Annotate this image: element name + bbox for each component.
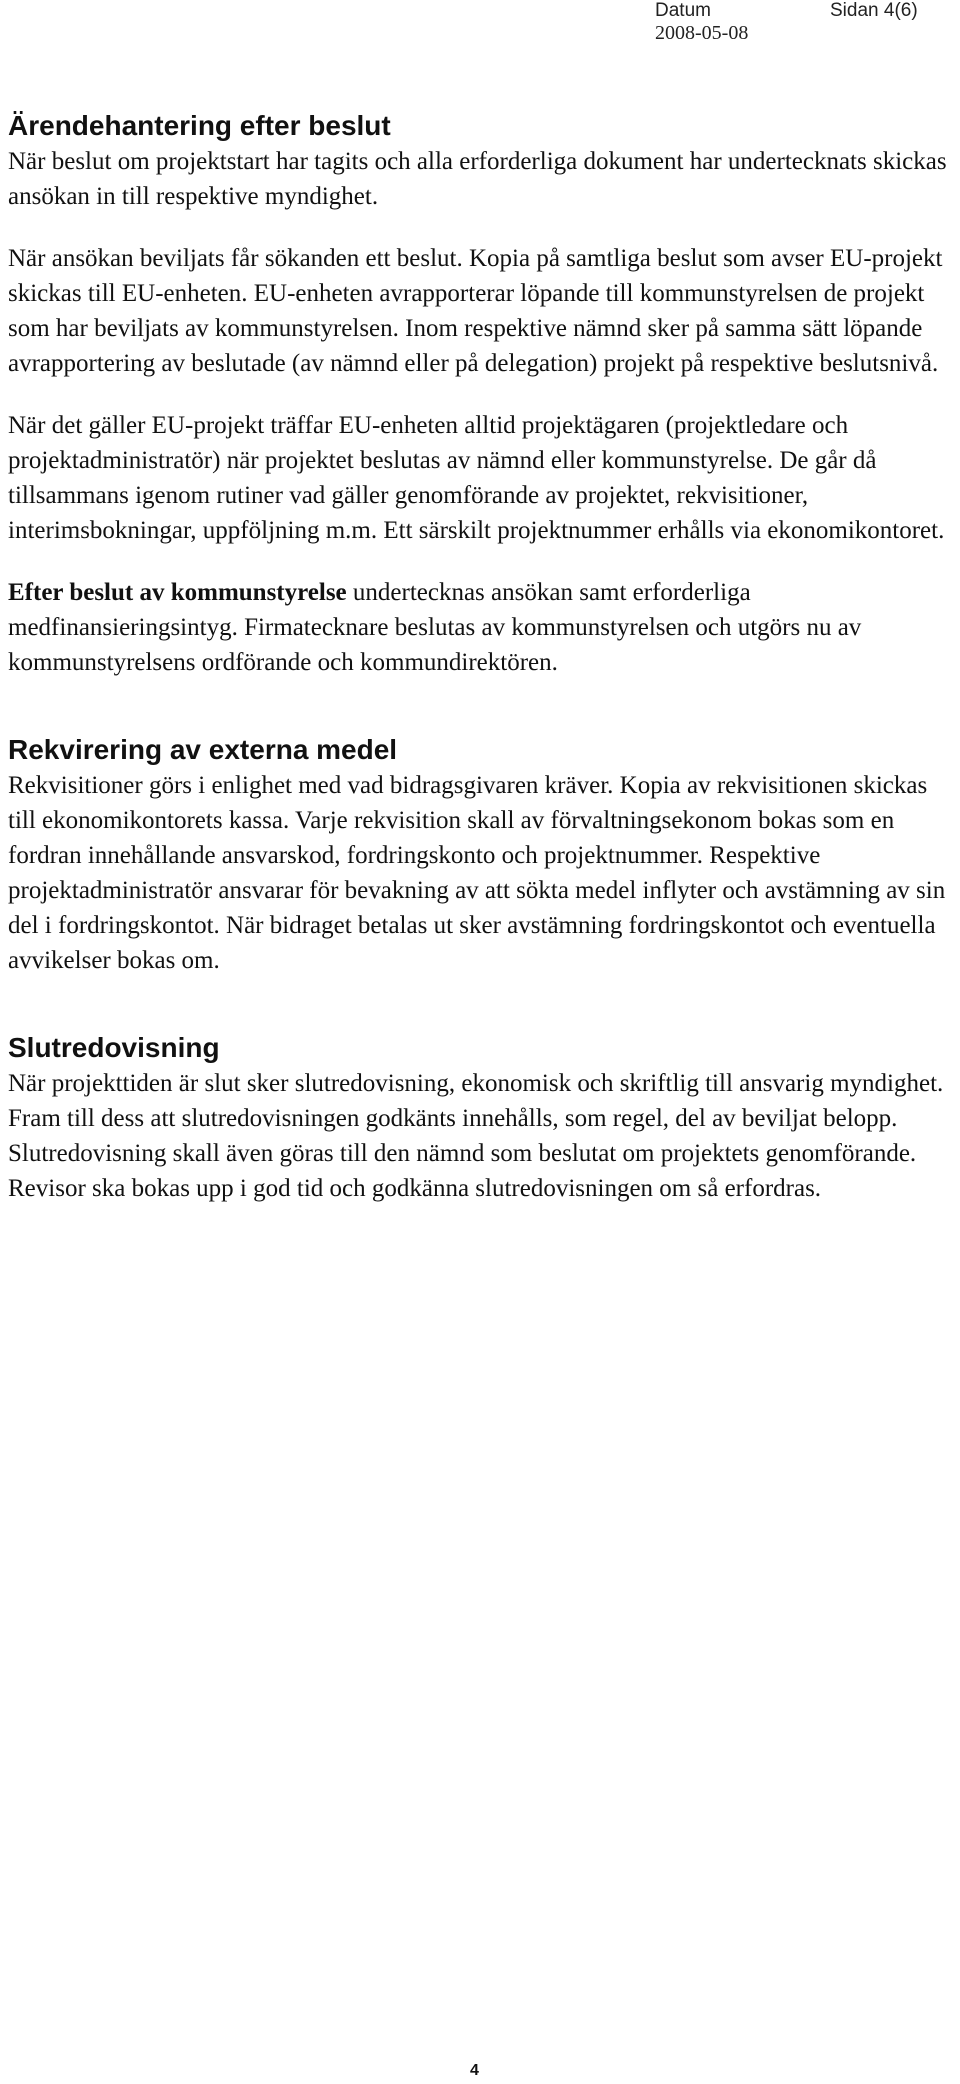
header-date-value: 2008-05-08 (655, 22, 749, 44)
bold-phrase: Efter beslut av kommunstyrelse (8, 579, 347, 606)
paragraph: När det gäller EU-projekt träffar EU-enheten alltid projektägaren (projektledare och projektadministratör) när projektet beslutas av nämnd eller kommunstyrelse. De går då tillsammans igenom rutiner vad gäller genomförande av projektet, rekvisitioner, interimsbokningar, uppföljning m.m. Ett särskilt projektnummer erhålls via ekonomikontoret. (8, 412, 945, 544)
document-body (8, 108, 952, 1206)
paragraph-text: undertecknas ansökan samt erforderliga medfinansieringsintyg. Firmatecknare beslutas av kommunstyrelsen och utgörs nu av kommunstyrelsens ordförande och kommundirektören. (8, 579, 862, 676)
paragraph: När beslut om projektstart har tagits och alla erforderliga dokument har undertecknats skickas ansökan in till respektive myndighet. (8, 148, 947, 210)
section-heading: Ärendehantering efter beslut (8, 110, 391, 141)
paragraph: När projekttiden är slut sker slutredovisning, ekonomisk och skriftlig till ansvarig myndighet. Fram till dess att slutredovisningen godkänts innehålls, som regel, del av beviljat belopp. Slutredovisning skall även göras till den nämnd som beslutat om projektets genomförande. Revisor ska bokas upp i god tid och godkänna slutredovisningen om så erfordras. (8, 1070, 944, 1202)
section-arendehantering (8, 108, 952, 680)
header-date-label: Datum (655, 0, 711, 21)
section-heading: Slutredovisning (8, 1032, 220, 1063)
footer-page-number: 4 (470, 2062, 479, 2079)
section-rekvirering (8, 732, 952, 978)
paragraph: Rekvisitioner görs i enlighet med vad bidragsgivaren kräver. Kopia av rekvisitionen skickas till ekonomikontorets kassa. Varje rekvisition skall av förvaltningsekonom bokas som en fordran innehållande ansvarskod, fordringskonto och projektnummer. Respektive projektadministratör ansvarar för bevakning av att sökta medel inflyter och avstämning av sin del i fordringskontot. När bidraget betalas ut sker avstämning fordringskontot och eventuella avvikelser bokas om. (8, 772, 946, 974)
header-page-indicator: Sidan 4(6) (830, 0, 918, 21)
paragraph: När ansökan beviljats får sökanden ett beslut. Kopia på samtliga beslut som avser EU-projekt skickas till EU-enheten. EU-enheten avrapporterar löpande till kommunstyrelsen de projekt som har beviljats av kommunstyrelsen. Inom respektive nämnd sker på samma sätt löpande avrapportering av beslutade (av nämnd eller på delegation) projekt på respektive beslutsnivå. (8, 245, 943, 377)
section-heading: Rekvirering av externa medel (8, 734, 398, 765)
section-slutredovisning (8, 1030, 952, 1206)
paragraph (8, 575, 952, 680)
